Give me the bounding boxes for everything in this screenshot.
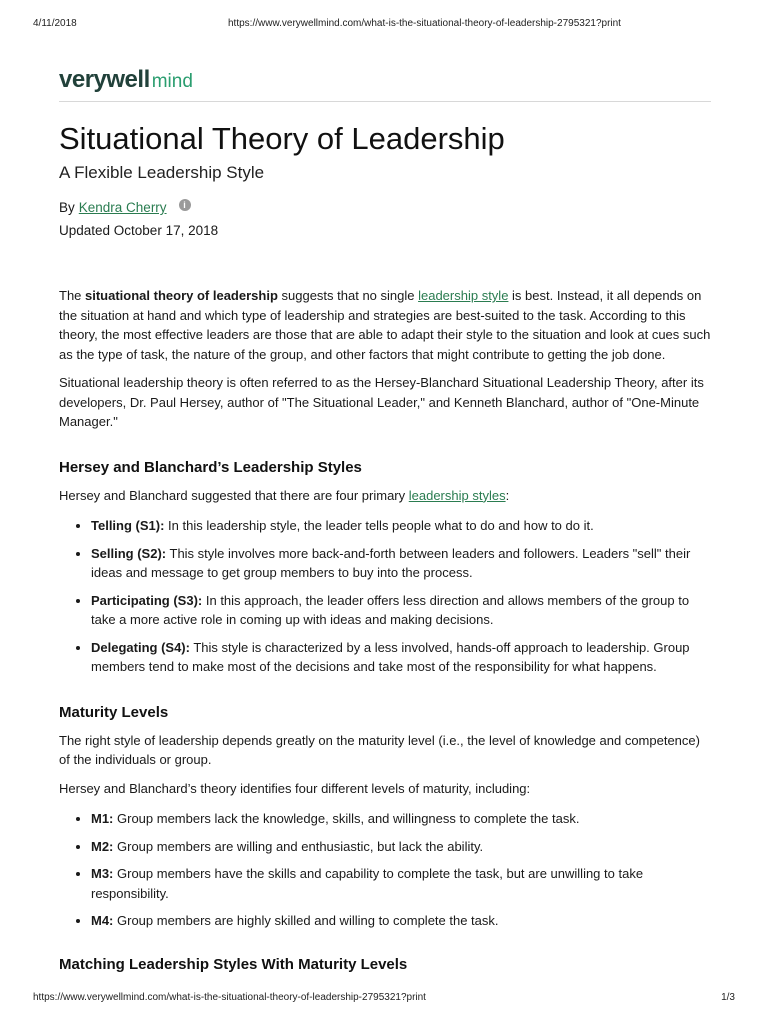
leadership-styles-intro	[59, 486, 711, 506]
list-item-text: Group members lack the knowledge, skills, and willingness to complete the task.	[113, 811, 580, 826]
section-heading-leadership-styles: Hersey and Blanchard’s Leadership Styles	[59, 458, 362, 476]
logo-verywell: verywell	[59, 66, 150, 93]
logo-mind: mind	[151, 71, 193, 92]
info-icon[interactable]: i	[179, 199, 191, 211]
leadership-styles-link[interactable]: leadership styles	[408, 487, 506, 503]
list-item-text: Group members have the skills and capability to complete the task, but are unwilling to take responsibility.	[91, 866, 644, 901]
list-item-term: M1:	[91, 811, 114, 826]
print-date: 4/11/2018	[33, 18, 77, 29]
list-item	[91, 544, 711, 583]
list-item	[91, 516, 711, 536]
styles-lead-end: :	[505, 487, 510, 503]
list-item-term: M4:	[91, 913, 114, 928]
list-item	[91, 809, 711, 829]
page-number: 1/3	[721, 992, 735, 1003]
list-item-text: In this leadership style, the leader tells people what to do and how to do it.	[164, 518, 594, 533]
intro-text-2: suggests that no single	[277, 288, 419, 303]
author-link[interactable]: Kendra Cherry	[78, 200, 167, 215]
print-footer	[33, 992, 735, 1006]
maturity-levels-list	[59, 809, 711, 931]
section-heading-matching-styles: Matching Leadership Styles With Maturity Levels	[59, 955, 408, 973]
list-item-text: In this approach, the leader offers less direction and allows members of the group to take a more active role in coming up with ideas and making decisions.	[91, 592, 690, 627]
list-item	[91, 837, 711, 857]
list-item-text: This style is characterized by a less involved, hands-off approach to leadership. Group members tend to make most of the decisions and take most of the responsibility for what happens.	[91, 639, 690, 674]
intro-text-3: is best. Instead, it all depends on the situation at hand and which type of leadership and strategies are best-suited to the task. According to this theory, the most effective leaders are those that are able to adapt their style to the situation and look at cues such as the type of task, the nature of the group, and other factors that might contribute to getting the job done.	[59, 288, 711, 362]
list-item-term: M3:	[91, 866, 114, 881]
paragraph-hersey-blanchard: Situational leadership theory is often referred to as the Hersey-Blanchard Situational Leadership Theory, after its developers, Dr. Paul Hersey, author of "The Situational Leader," and Kenneth Blanchard, author of "One-Minute Manager."	[59, 375, 704, 429]
list-item-term: Participating (S3):	[91, 592, 203, 608]
print-header	[33, 18, 735, 32]
article-title: Situational Theory of Leadership	[59, 121, 505, 156]
intro-text-1: The	[59, 288, 86, 303]
list-item	[91, 864, 711, 903]
list-item-text: This style involves more back-and-forth between leaders and followers. Leaders "sell" their ideas and message to get group members to buy into the process.	[91, 545, 691, 580]
footer-url: https://www.verywellmind.com/what-is-the-situational-theory-of-leadership-2795321?print	[33, 992, 426, 1003]
intro-bold: situational theory of leadership	[85, 288, 278, 303]
header-divider	[59, 101, 711, 102]
list-item-text: Group members are willing and enthusiastic, but lack the ability.	[113, 838, 484, 854]
styles-lead-text: Hersey and Blanchard suggested that there are four primary	[59, 487, 409, 503]
list-item-term: Delegating (S4):	[91, 639, 190, 655]
leadership-style-link[interactable]: leadership style	[418, 288, 509, 303]
section-heading-maturity-levels: Maturity Levels	[59, 703, 169, 721]
leadership-styles-list	[59, 516, 711, 677]
intro-paragraph	[59, 286, 711, 364]
updated-date: Updated October 17, 2018	[59, 223, 219, 238]
maturity-paragraph-1: The right style of leadership depends greatly on the maturity level (i.e., the level of knowledge and competence) of the individuals or group.	[59, 732, 700, 767]
byline	[59, 199, 711, 217]
list-item-text: Group members are highly skilled and willing to complete the task.	[113, 913, 499, 928]
article-container	[59, 66, 711, 975]
site-logo[interactable]	[59, 66, 711, 94]
list-item-term: M2:	[91, 838, 114, 854]
list-item-term: Telling (S1):	[91, 518, 165, 533]
maturity-paragraph-2: Hersey and Blanchard’s theory identifies four different levels of maturity, including:	[59, 780, 531, 796]
list-item	[91, 911, 711, 931]
list-item-term: Selling (S2):	[91, 545, 167, 561]
list-item	[91, 638, 711, 677]
byline-prefix: By	[59, 200, 75, 215]
print-url: https://www.verywellmind.com/what-is-the-situational-theory-of-leadership-2795321?print	[228, 18, 621, 29]
list-item	[91, 591, 711, 630]
article-subtitle: A Flexible Leadership Style	[59, 163, 265, 182]
